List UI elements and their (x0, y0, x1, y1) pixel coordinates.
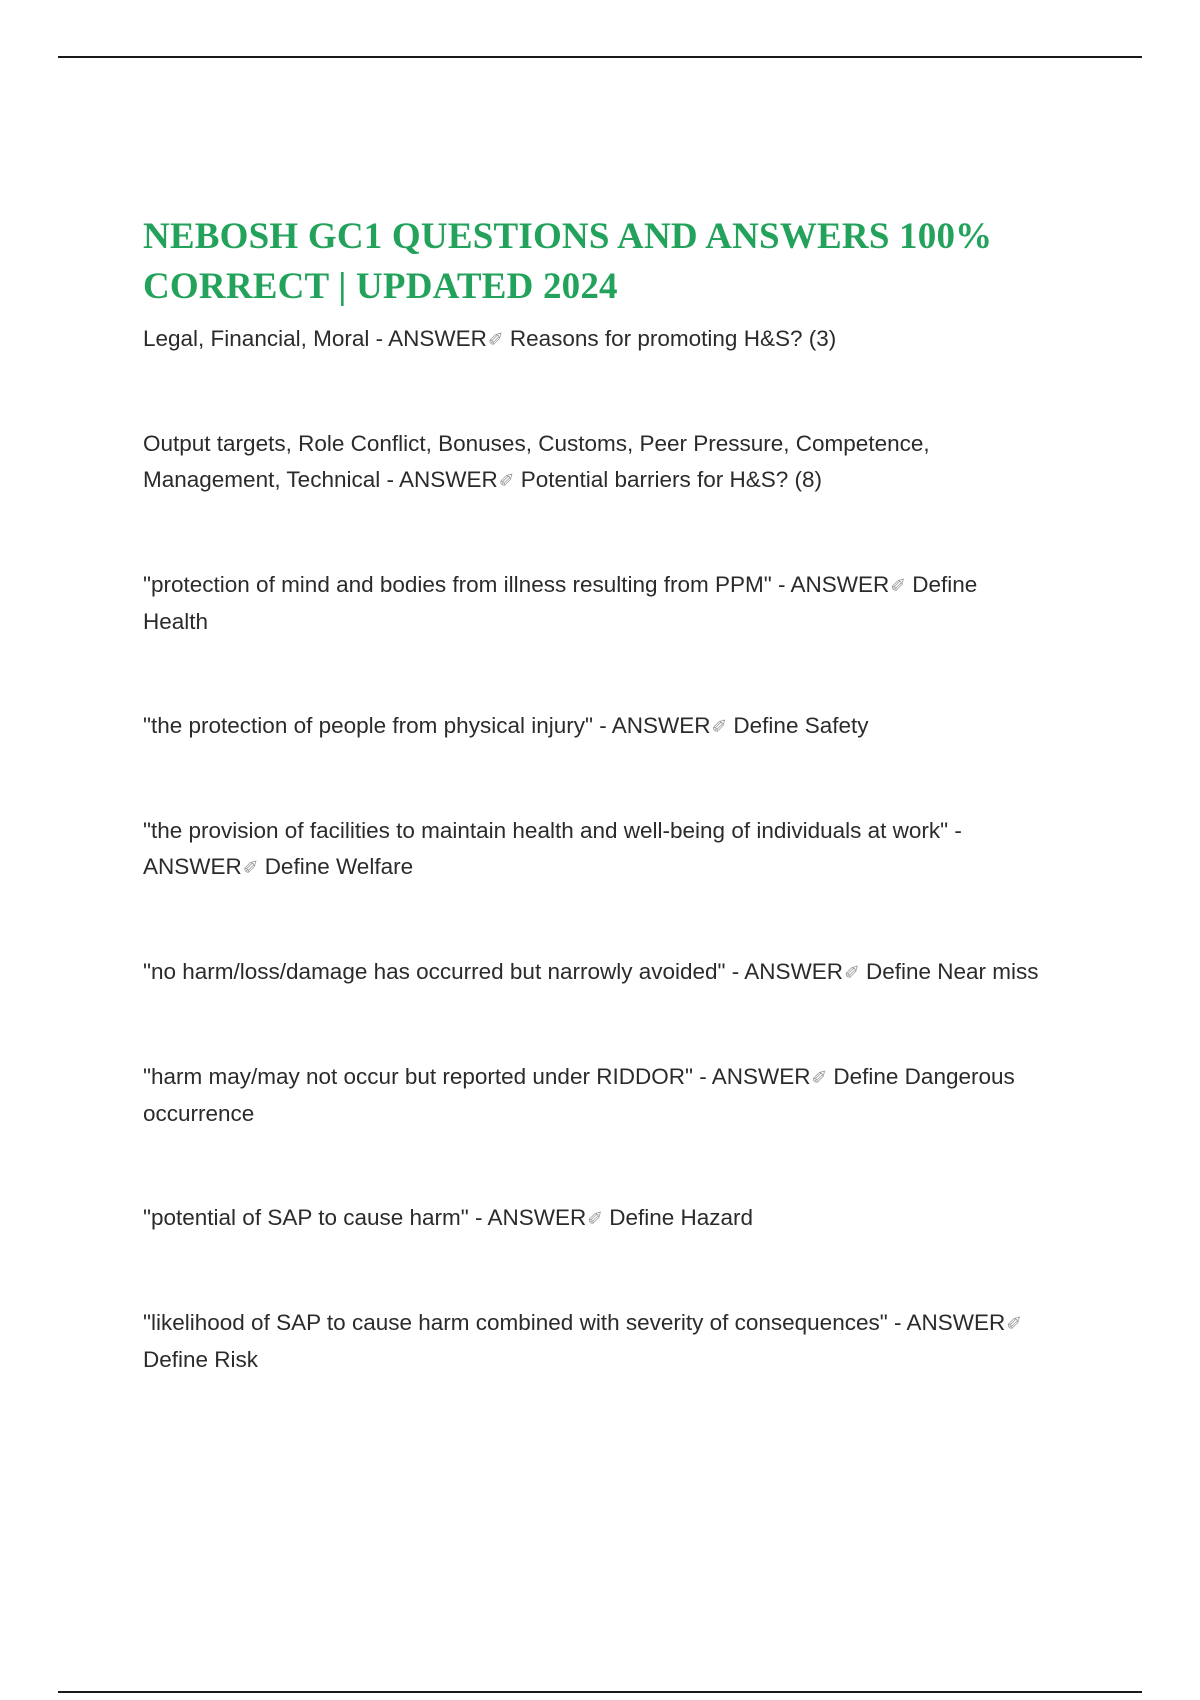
check-icon: ✐ (487, 329, 504, 351)
qa-question: Define Health (143, 572, 978, 634)
qa-question: Potential barriers for H&S? (8) (520, 467, 823, 492)
qa-question: Define Welfare (264, 854, 414, 879)
check-icon: ✐ (587, 1208, 604, 1230)
bottom-divider (58, 1691, 1142, 1693)
answer-marker: - ANSWER (599, 713, 711, 738)
check-icon: ✐ (1006, 1313, 1023, 1335)
qa-answer: "harm may/may not occur but reported under RIDDOR" (143, 1064, 693, 1089)
qa-question: Define Safety (733, 713, 869, 738)
answer-marker: - ANSWER (386, 467, 498, 492)
document-body (143, 212, 1048, 1378)
qa-item (143, 1200, 1048, 1237)
check-icon: ✐ (711, 716, 728, 738)
qa-item (143, 567, 1048, 640)
answer-marker: - ANSWER (778, 572, 890, 597)
qa-item (143, 1305, 1048, 1378)
check-icon: ✐ (811, 1067, 828, 1089)
answer-marker: - ANSWER (699, 1064, 811, 1089)
document-title: NEBOSH GC1 QUESTIONS AND ANSWERS 100% CORRECT | UPDATED 2024 (143, 216, 993, 307)
answer-marker: - ANSWER (731, 959, 844, 984)
qa-question: Define Near miss (865, 959, 1039, 984)
qa-answer: "likelihood of SAP to cause harm combined with severity of consequences" (143, 1310, 888, 1335)
answer-marker: - ANSWER (375, 326, 487, 351)
check-icon: ✐ (242, 857, 259, 879)
check-icon: ✐ (498, 470, 515, 492)
qa-answer: "protection of mind and bodies from illness resulting from PPM" (143, 572, 772, 597)
qa-item (143, 1059, 1048, 1132)
check-icon: ✐ (890, 575, 907, 597)
qa-question: Define Dangerous occurrence (143, 1064, 1015, 1126)
qa-list (143, 321, 1048, 1378)
check-icon: ✐ (844, 962, 860, 984)
qa-answer: "no harm/loss/damage has occurred but narrowly avoided" (143, 959, 726, 984)
qa-item (143, 954, 1048, 991)
qa-answer: "the provision of facilities to maintain health and well-being of individuals at work" (143, 818, 949, 843)
qa-answer: "the protection of people from physical injury" (143, 713, 593, 738)
qa-question: Define Hazard (609, 1205, 754, 1230)
qa-answer: Output targets, Role Conflict, Bonuses, Customs, Peer Pressure, Competence, Management, Technical (143, 431, 930, 492)
qa-question: Reasons for promoting H&S? (3) (509, 326, 837, 351)
qa-item (143, 321, 1048, 358)
qa-item (143, 813, 1048, 886)
qa-item (143, 426, 1048, 499)
answer-marker: - ANSWER (143, 818, 962, 879)
qa-question: Define Risk (143, 1347, 259, 1372)
top-divider (58, 56, 1142, 58)
qa-item (143, 708, 1048, 745)
answer-marker: - ANSWER (893, 1310, 1006, 1335)
qa-answer: "potential of SAP to cause harm" (143, 1205, 469, 1230)
qa-answer: Legal, Financial, Moral (143, 326, 370, 351)
answer-marker: - ANSWER (475, 1205, 587, 1230)
